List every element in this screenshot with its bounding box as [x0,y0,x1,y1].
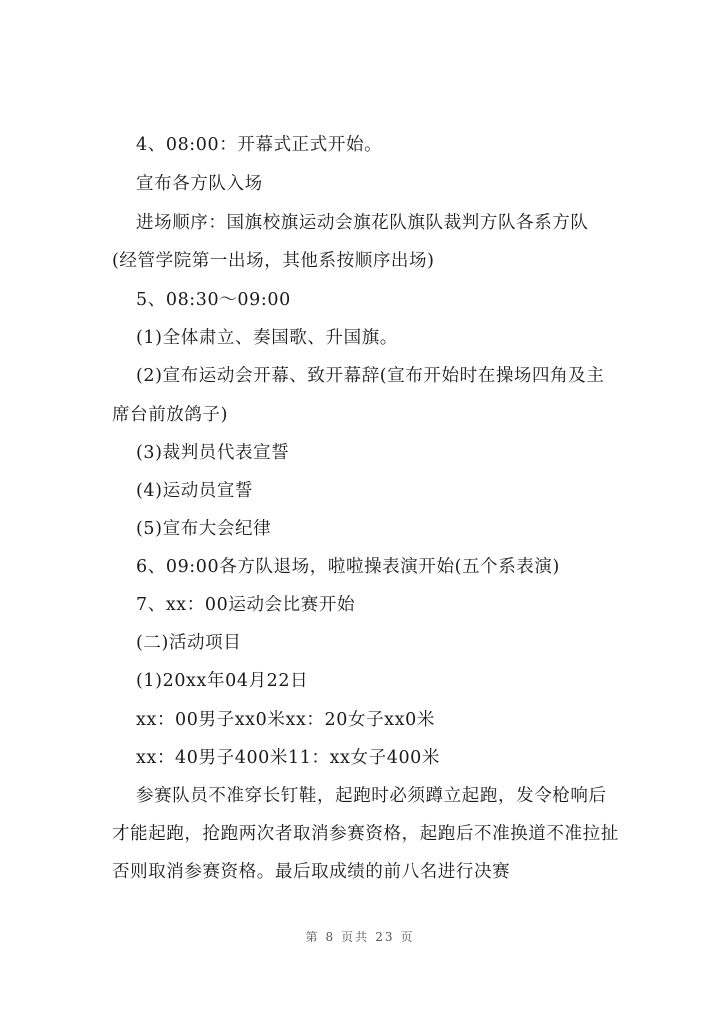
text-line-17: xx：40男子400米11：xx女子400米 [136,748,441,768]
text-line-15: (1)20xx年04月22日 [136,671,309,691]
footer-total-pages: 23 [375,930,395,944]
text-line-1: 4、08:00：开幕式正式开始。 [136,135,383,155]
text-line-20: 否则取消参赛资格。最后取成绩的前八名进行决赛 [112,862,511,882]
text-line-3: 进场顺序：国旗校旗运动会旗花队旗队裁判方队各系方队 [136,213,589,233]
footer-suffix: 页 [400,930,415,944]
footer-prefix: 第 [305,930,320,944]
text-line-11: (5)宣布大会纪律 [136,519,272,539]
text-line-12: 6、09:00各方队退场，啦啦操表演开始(五个系表演) [136,557,560,577]
text-line-13: 7、xx：00运动会比赛开始 [136,595,356,615]
page-footer [0,928,720,945]
text-line-19: 才能起跑，抢跑两次者取消参赛资格，起跑后不准换道不准拉扯 [112,824,619,844]
text-line-4: (经管学院第一出场，其他系按顺序出场) [112,251,435,271]
text-line-5: 5、08:30～09:00 [136,290,291,310]
text-line-7: (2)宣布运动会开幕、致开幕辞(宣布开始时在操场四角及主 [136,366,605,386]
text-line-8: 席台前放鸽子) [112,405,229,425]
text-line-16: xx：00男子xx0米xx：20女子xx0米 [136,710,435,730]
text-line-10: (4)运动员宣誓 [136,481,254,501]
footer-page-number: 8 [325,930,336,944]
text-line-9: (3)裁判员代表宣誓 [136,443,290,463]
text-line-2: 宣布各方队入场 [136,174,263,194]
text-line-6: (1)全体肃立、奏国歌、升国旗。 [136,328,398,348]
text-line-18: 参赛队员不准穿长钉鞋，起跑时必须蹲立起跑，发令枪响后 [136,786,607,806]
text-line-14: (二)活动项目 [136,633,242,653]
footer-middle: 页共 [341,930,370,944]
